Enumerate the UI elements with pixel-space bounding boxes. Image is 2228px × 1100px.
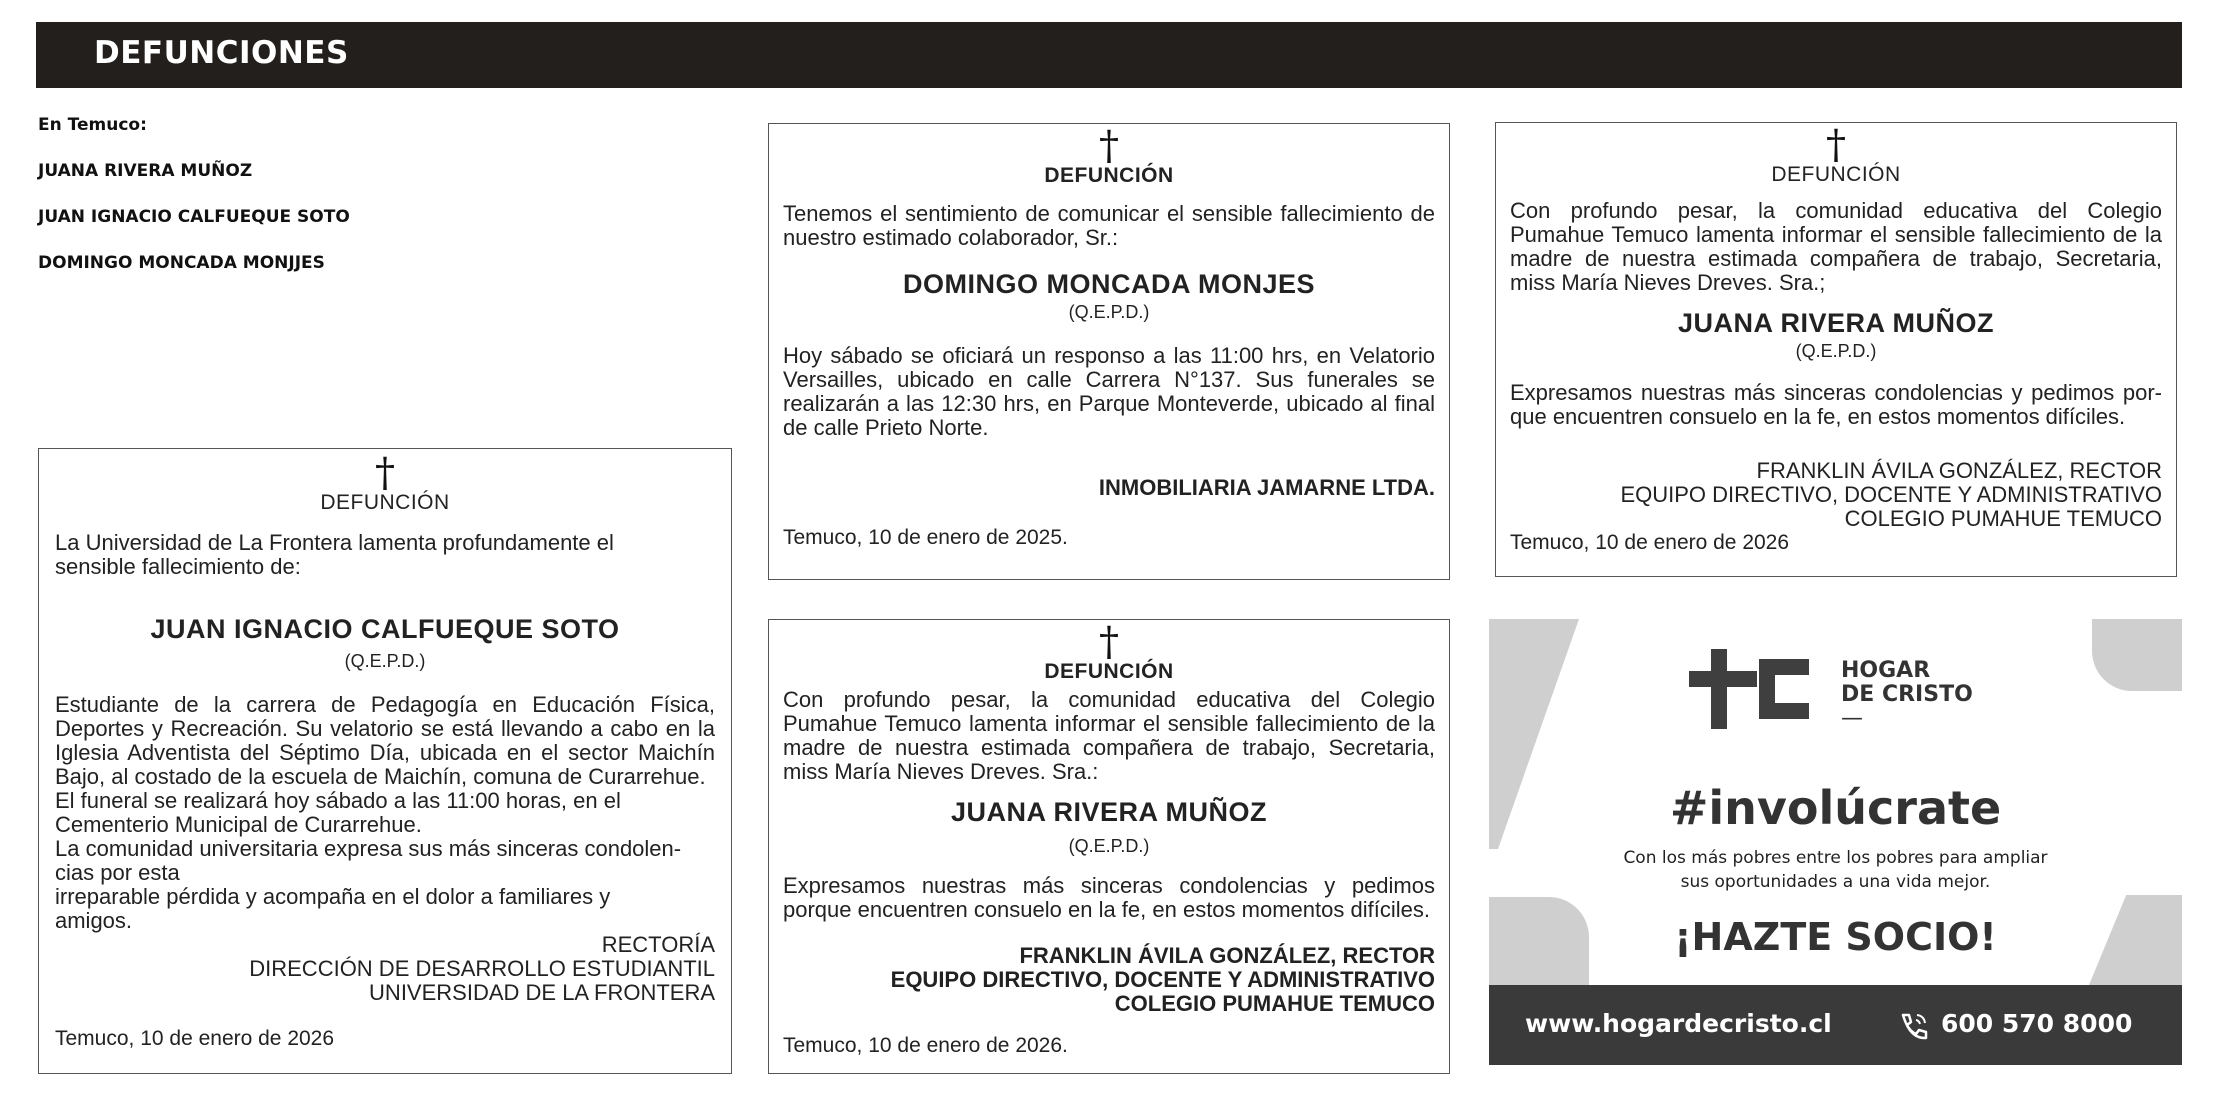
index-name: JUANA RIVERA MUÑOZ: [38, 161, 253, 181]
hogar-de-cristo-ad[interactable]: [1489, 619, 2182, 1065]
notice-signature: COLEGIO PUMAHUE TEMUCO: [1114, 991, 1435, 1016]
notice-body: Hoy sábado se oficiará un responso a las 11:00 hrs, en Velatorio Versailles, ubicado en calle Carrera N°137. Sus funerales se realizarán a las 12:30 hrs, en Parque Monteverde, ubicado al final de calle Prieto Norte.: [783, 343, 1435, 440]
notice-juan-ignacio-calfueque: [38, 448, 732, 1074]
notice-signature: INMOBILIARIA JAMARNE LTDA.: [1098, 475, 1435, 500]
notice-juana-rivera-bottom: [768, 619, 1450, 1074]
index-name: JUAN IGNACIO CALFUEQUE SOTO: [38, 207, 350, 227]
deceased-name: DOMINGO MONCADA MONJES: [902, 269, 1315, 299]
brand-name: HOGAR DE CRISTO —: [1841, 658, 1973, 731]
section-title: DEFUNCIONES: [94, 35, 349, 71]
decorative-shape: [2092, 619, 2182, 691]
notice-signature: DIRECCIÓN DE DESARROLLO ESTUDIANTIL: [249, 956, 715, 981]
cta-text[interactable]: ¡HAZTE SOCIO!: [1674, 915, 1997, 959]
cross-icon: †: [1099, 619, 1119, 665]
deceased-name: JUANA RIVERA MUÑOZ: [950, 797, 1267, 827]
notice-date: Temuco, 10 de enero de 2025.: [783, 526, 1068, 549]
notice-body: irreparable pérdida y acompaña en el dolor a familiares y amigos.: [55, 884, 611, 933]
notice-signature: FRANKLIN ÁVILA GONZÁLEZ, RECTOR: [1756, 458, 2162, 483]
notice-body: Expresamos nuestras más sinceras condolencias y pedimos por-que encuentren consuelo en la fe, en estos momentos difíciles.: [1510, 380, 2162, 429]
notice-title: DEFUNCIÓN: [1044, 660, 1174, 683]
notice-signature: EQUIPO DIRECTIVO, DOCENTE Y ADMINISTRATIVO: [1620, 482, 2162, 507]
notice-signature: COLEGIO PUMAHUE TEMUCO: [1844, 506, 2162, 531]
index-name: DOMINGO MONCADA MONJJES: [38, 253, 325, 273]
deceased-name: JUANA RIVERA MUÑOZ: [1677, 308, 1994, 338]
phone-icon: [1897, 1011, 1929, 1041]
notice-body: La comunidad universitaria expresa sus más sinceras condolen-cias por esta: [55, 836, 682, 885]
qepd-label: (Q.E.P.D.): [1068, 836, 1150, 856]
notice-date: Temuco, 10 de enero de 2026.: [783, 1034, 1068, 1057]
phone-number[interactable]: 600 570 8000: [1941, 1009, 2133, 1038]
obituary-index: [38, 114, 350, 298]
notice-signature: FRANKLIN ÁVILA GONZÁLEZ, RECTOR: [1019, 943, 1435, 968]
qepd-label: (Q.E.P.D.): [344, 651, 426, 671]
tagline: Con los más pobres entre los pobres para ampliar sus oportunidades a una vida mejor.: [1623, 848, 2048, 892]
hogar-de-cristo-logo-icon: [1689, 649, 1814, 729]
qepd-label: (Q.E.P.D.): [1068, 302, 1150, 322]
notice-date: Temuco, 10 de enero de 2026: [1510, 531, 1790, 554]
notice-intro: Tenemos el sentimiento de comunicar el sensible fallecimiento de nuestro estimado colaborador, Sr.:: [783, 201, 1435, 250]
notice-body: Expresamos nuestras más sinceras condolencias y pedimos porque encuentren consuelo en la fe, en estos momentos difíciles.: [783, 873, 1435, 922]
website-link[interactable]: www.hogardecristo.cl: [1525, 1009, 1832, 1038]
notice-body: El funeral se realizará hoy sábado a las 11:00 horas, en el Cementerio Municipal de Curarrehue.: [55, 788, 621, 837]
notice-signature: UNIVERSIDAD DE LA FRONTERA: [369, 980, 715, 1005]
promo-footer: [1489, 985, 2182, 1065]
notice-title: DEFUNCIÓN: [1044, 164, 1174, 187]
notice-juana-rivera-top: [1495, 122, 2177, 577]
notice-title: DEFUNCIÓN: [320, 491, 450, 514]
qepd-label: (Q.E.P.D.): [1795, 341, 1877, 361]
notice-domingo-moncada: [768, 123, 1450, 580]
deceased-name: JUAN IGNACIO CALFUEQUE SOTO: [150, 614, 620, 644]
notice-intro: Con profundo pesar, la comunidad educativa del Colegio Pumahue Temuco lamenta informar el sensible fallecimiento de la madre de nuestra estimada compañera de trabajo, Secretaria, miss María Nieves Dreves. Sra.;: [1510, 198, 2162, 295]
notice-signature: RECTORÍA: [601, 932, 715, 957]
notice-intro: La Universidad de La Frontera lamenta profundamente el sensible fallecimiento de:: [55, 530, 614, 579]
cross-icon: †: [1099, 123, 1119, 169]
hashtag: #involúcrate: [1669, 781, 2002, 835]
notice-intro: Con profundo pesar, la comunidad educativa del Colegio Pumahue Temuco lamenta informar el sensible fallecimiento de la madre de nuestra estimada compañera de trabajo, Secretaria, miss María Nieves Dreves. Sra.:: [783, 687, 1435, 784]
index-location: En Temuco:: [38, 115, 147, 135]
notice-title: DEFUNCIÓN: [1771, 163, 1901, 186]
section-header: [36, 22, 2182, 88]
notice-signature: EQUIPO DIRECTIVO, DOCENTE Y ADMINISTRATIVO: [890, 967, 1435, 992]
cross-icon: †: [1826, 122, 1846, 168]
notice-date: Temuco, 10 de enero de 2026: [55, 1027, 335, 1050]
cross-icon: †: [375, 450, 395, 496]
notice-body: Estudiante de la carrera de Pedagogía en Educación Física, Deportes y Recreación. Su velatorio se está llevando a cabo en la Iglesia Adventista del Séptimo Día, ubicada en el sector Maichín Bajo, al costado de la escuela de Maichín, comuna de Curarrehue.: [55, 692, 715, 789]
